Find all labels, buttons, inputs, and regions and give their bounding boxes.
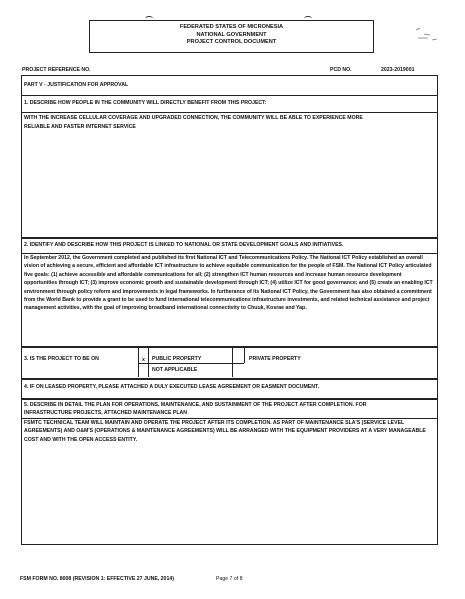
cell-border (232, 363, 244, 364)
q2-question: 2. IDENTIFY AND DESCRIBE HOW THIS PROJECT IS LINKED TO NATIONAL OR STATE DEVELOPMENT GOALS AND INITIATIVES. (24, 242, 344, 248)
divider (22, 346, 437, 348)
header-line-2: NATIONAL GOVERNMENT (196, 31, 267, 38)
document-header (89, 20, 374, 53)
divider (22, 95, 437, 96)
margin-scribble (414, 26, 444, 48)
private-property-option[interactable]: PRIVATE PROPERTY (249, 356, 301, 362)
pcd-number-label: PCD NO. (330, 67, 352, 73)
form-number: FSM FORM NO. 8008 (REVISION 1: EFFECTIVE 27 JUNE, 2014) (20, 576, 174, 582)
pcd-number-value: 2023-2019001 (381, 67, 415, 73)
q5-question-line-2: INFRASTRUCTURE PROJECTS, ATTACHED MAINTENANCE PLAN (24, 410, 188, 416)
divider (22, 112, 437, 113)
q4-question: 4. IF ON LEASED PROPERTY, PLEASE ATTACHED A DULY EXECUTED LEASE AGREEMENT OR EASMENT DOCUMENT. (24, 384, 320, 390)
header-line-3: PROJECT CONTROL DOCUMENT (186, 39, 277, 46)
cell-border (244, 348, 245, 363)
q1-question: 1. DESCRIBE HOW PEOPLE IN THE COMMUNITY WILL DIRECTLY BENEFIT FROM THIS PROJECT: (24, 100, 267, 106)
part-title: PART V - JUSTIFICATION FOR APPROVAL (24, 82, 129, 88)
q3-question: 3. IS THE PROJECT TO BE ON (24, 356, 99, 362)
header-line-1: FEDERATED STATES OF MICRONESIA (179, 24, 284, 30)
not-applicable-option[interactable]: NOT APPLICABLE (152, 367, 198, 373)
q1-answer-line-2: RELIABLE AND FASTER INTERNET SERVICE (24, 124, 136, 130)
public-property-option[interactable]: PUBLIC PROPERTY (152, 356, 202, 362)
divider (22, 237, 437, 239)
q5-question-line-1: 5. DESCRIBE IN DETAIL THE PLAN FOR OPERATIONS, MAINTENANCE, AND SUSTAINMENT OF THE PROJECT AFTER COMPLETION. FOR (24, 402, 367, 408)
divider (22, 398, 437, 400)
justification-form (21, 75, 438, 545)
cell-border (138, 363, 232, 364)
public-property-mark: x (142, 357, 145, 363)
q2-answer: In September 2012, the Government completed and published its first National ICT and Telecommunications Policy. The National ICT Policy established an overall vision of achieving a secure, efficient and affordable ICT infrastructure to achieve equitable communication for the people of FSM. The National ICT Policy articulated five goals: (1) achieve accessible and affordable communications for all; (2) strengthen ICT human resources and increase human resource development opportunities through ICT; (3) improve economic growth and sustainable development through ICT; (4) utilize ICT for good governance; and (5) create an enabling ICT environment through policy reform and improvements in legal frameworks. In furtherance of its National ICT Policy, the Government has also obtained a commitment from the World Bank to provide a grant to be used to fund international telecommunications infrastructure investments, and related technical assistance and project management activities, with the goal of improving broadband international connectivity to Chuuk, Kosrae and Yap. (24, 255, 433, 312)
divider (22, 378, 437, 380)
project-reference-label: PROJECT REFERENCE NO. (22, 67, 91, 73)
q5-answer: FSMTC TECHNICAL TEAM WILL MAINTAIN AND OPERATE THE PROJECT AFTER ITS COMPLETION. AS PART OF MAINTENANCE SLA'S (SERVICE LEVEL AGREEMENTS) AND O&M'S (OPERATIONS & MAINTENANCE AGREEMENTS) WILL BE ARRANGED WITH THE EQUIPMENT PROVIDERS AT A VERY MANAGEABLE COST AND WITH THE OPEN ACCESS ENTITY. (24, 420, 426, 443)
page-number: Page 7 of 8 (216, 576, 243, 582)
q1-answer-line-1: WITH THE INCREASE CELLULAR COVERAGE AND UPGRADED CONNECTION, THE COMMUNITY WILL BE ABLE TO EXPERIENCE MORE (24, 115, 363, 121)
